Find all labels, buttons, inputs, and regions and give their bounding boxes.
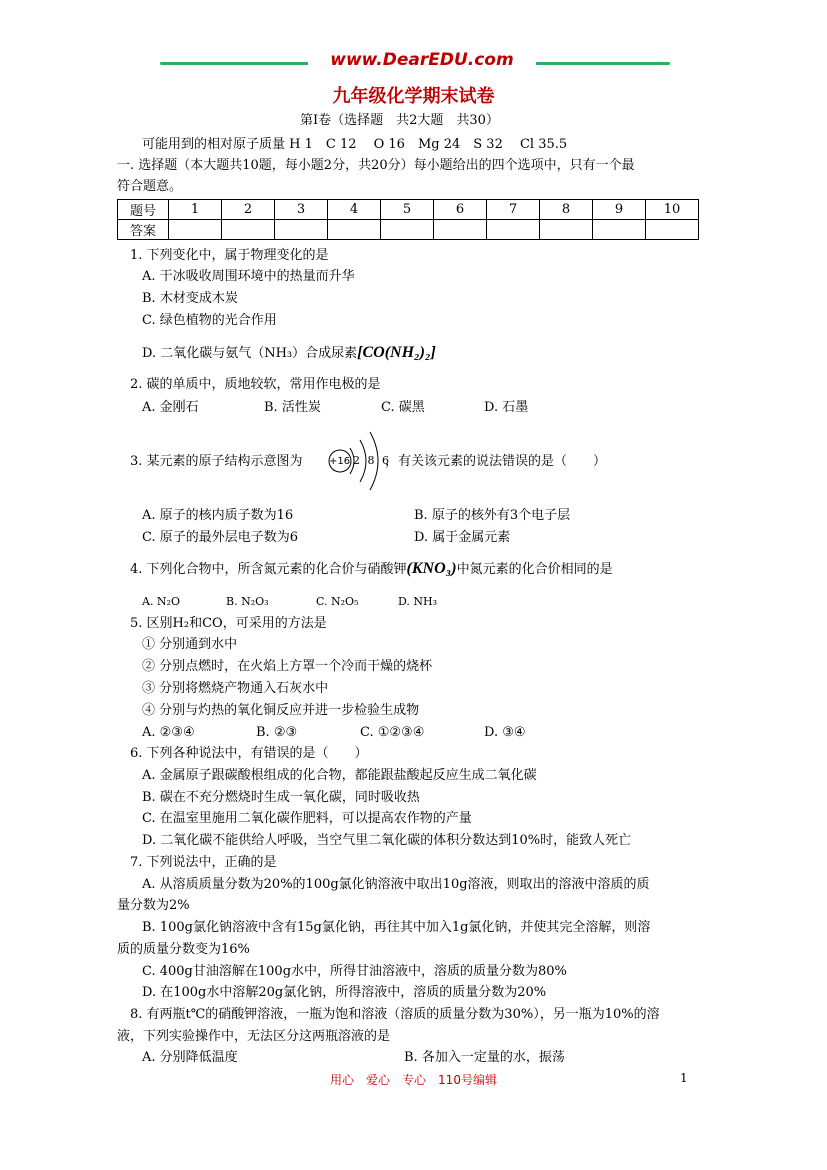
q7-option-b-line2: 质的质量分数变为16%	[117, 942, 250, 957]
answer-cell[interactable]	[169, 220, 222, 240]
answer-table-answer-row	[118, 220, 699, 240]
q4-option-a: A. N₂O	[142, 595, 180, 608]
q7-option-a-line2: 量分数为2%	[117, 898, 190, 913]
q8-stem-line1: 8. 有两瓶t℃的硝酸钾溶液，一瓶为饱和溶液（溶质的质量分数为30%），另一瓶为10%的溶	[130, 1007, 660, 1022]
q3-option-a: A. 原子的核内质子数为16	[142, 508, 294, 523]
answer-cell[interactable]	[540, 220, 593, 240]
table-col-number: 7	[487, 200, 540, 220]
q7-stem: 7. 下列说法中，正确的是	[130, 855, 277, 870]
table-col-number: 6	[434, 200, 487, 220]
page-footer: 用心 爱心 专心 110号编辑	[330, 1073, 497, 1087]
urea-formula: [CO(NH₂)₂]	[357, 344, 436, 361]
q5-option-c: C. ①②③④	[360, 725, 425, 740]
q4-stem	[130, 561, 613, 578]
atomic-masses: 可能用到的相对原子质量 H 1 C 12 O 16 Mg 24 S 32 Cl 35.5	[142, 137, 568, 152]
table-col-number: 9	[593, 200, 646, 220]
q2-option-a: A. 金刚石	[142, 400, 199, 415]
table-col-number: 2	[222, 200, 275, 220]
q7-option-c: C. 400g甘油溶解在100g水中，所得甘油溶液中，溶质的质量分数为80%	[142, 964, 567, 979]
answer-table-header-row	[118, 200, 699, 220]
q2-option-d: D. 石墨	[484, 400, 529, 415]
section1-instructions-line1: 一. 选择题（本大题共10题，每小题2分，共20分）每小题给出的四个选项中，只有一个最	[117, 158, 635, 173]
answer-cell[interactable]	[487, 220, 540, 240]
q6-stem: 6. 下列各种说法中，有错误的是（ ）	[130, 746, 368, 761]
q5-stem: 5. 区别H₂和CO，可采用的方法是	[130, 616, 327, 631]
kno3-formula: (KNO₃)	[406, 560, 457, 577]
q5-option-a: A. ②③④	[142, 725, 195, 740]
q1-stem: 1. 下列变化中，属于物理变化的是	[130, 248, 329, 263]
q2-option-c: C. 碳黑	[381, 400, 425, 415]
q2-stem: 2. 碳的单质中，质地较软，常用作电极的是	[130, 377, 381, 392]
answer-cell[interactable]	[434, 220, 487, 240]
q3-stem-before: 3. 某元素的原子结构示意图为	[130, 454, 303, 469]
q5-item-3: ③ 分别将燃烧产物通入石灰水中	[142, 681, 329, 696]
answer-cell[interactable]	[328, 220, 381, 240]
q4-stem-after: 中氮元素的化合价相同的是	[456, 562, 613, 577]
answer-cell[interactable]	[222, 220, 275, 240]
q8-option-b: B. 各加入一定量的水，振荡	[404, 1050, 565, 1065]
q4-stem-before: 4. 下列化合物中，所含氮元素的化合价与硝酸钾	[130, 562, 407, 577]
q3-option-c: C. 原子的最外层电子数为6	[142, 530, 299, 545]
electron-shells: 2 8 6	[353, 454, 391, 467]
q8-stem-line2: 液，下列实验操作中，无法区分这两瓶溶液的是	[117, 1029, 391, 1044]
table-answer-label: 答案	[118, 220, 169, 240]
q5-item-4: ④ 分别与灼热的氧化铜反应并进一步检验生成物	[142, 703, 420, 718]
q1-option-d-text: D. 二氧化碳与氨气（NH₃）合成尿素	[142, 346, 358, 361]
page-title: 九年级化学期末试卷	[332, 86, 495, 107]
q5-option-b: B. ②③	[256, 725, 298, 740]
table-col-number: 8	[540, 200, 593, 220]
answer-cell[interactable]	[381, 220, 434, 240]
answer-cell[interactable]	[593, 220, 646, 240]
answer-table	[117, 199, 699, 240]
page-number: 1	[680, 1071, 688, 1085]
q1-option-c: C. 绿色植物的光合作用	[142, 313, 277, 328]
nucleus-charge: +16	[329, 456, 351, 467]
q3-stem-after: ，有关该元素的说法错误的是（ ）	[385, 454, 607, 469]
q2-option-b: B. 活性炭	[264, 400, 321, 415]
q1-option-d	[142, 345, 436, 362]
watermark-right-swoosh	[520, 62, 670, 65]
watermark-banner	[160, 52, 670, 74]
q7-option-d: D. 在100g水中溶解20g氯化钠，所得溶液中，溶质的质量分数为20%	[142, 985, 547, 1000]
q5-item-1: ① 分别通到水中	[142, 637, 238, 652]
q6-option-b: B. 碳在不充分燃烧时生成一氧化碳，同时吸收热	[142, 790, 420, 805]
table-col-number: 4	[328, 200, 381, 220]
q8-option-a: A. 分别降低温度	[142, 1050, 238, 1065]
q7-option-b-line1: B. 100g氯化钠溶液中含有15g氯化钠，再往其中加入1g氯化钠，并使其完全溶解，则溶	[142, 920, 651, 935]
section1-instructions-line2: 符合题意。	[117, 179, 183, 194]
q7-option-a-line1: A. 从溶质质量分数为20%的100g氯化钠溶液中取出10g溶液，则取出的溶液中溶质的质	[142, 877, 650, 892]
table-header-label: 题号	[118, 200, 169, 220]
volume-heading: 第Ⅰ卷（选择题 共2大题 共30）	[300, 113, 499, 128]
q6-option-d: D. 二氧化碳不能供给人呼吸，当空气里二氧化碳的体积分数达到10%时，能致人死亡	[142, 833, 632, 848]
answer-cell[interactable]	[646, 220, 699, 240]
q4-option-b: B. N₂O₃	[226, 595, 269, 608]
q4-option-d: D. NH₃	[398, 595, 438, 608]
watermark-text: www.DearEDU.com	[308, 50, 536, 70]
answer-cell[interactable]	[275, 220, 328, 240]
table-col-number: 3	[275, 200, 328, 220]
q3-option-d: D. 属于金属元素	[414, 530, 511, 545]
q3-option-b: B. 原子的核外有3个电子层	[414, 508, 571, 523]
q6-option-c: C. 在温室里施用二氧化碳作肥料，可以提高农作物的产量	[142, 811, 472, 826]
q5-item-2: ② 分别点燃时，在火焰上方罩一个冷而干燥的烧杯	[142, 659, 433, 674]
table-col-number: 5	[381, 200, 434, 220]
q4-option-c: C. N₂O₅	[316, 595, 359, 608]
watermark-left-swoosh	[160, 62, 310, 65]
q6-option-a: A. 金属原子跟碳酸根组成的化合物，都能跟盐酸起反应生成二氧化碳	[142, 768, 537, 783]
q1-option-b: B. 木材变成木炭	[142, 291, 238, 306]
q5-option-d: D. ③④	[484, 725, 526, 740]
q1-option-a: A. 干冰吸收周围环境中的热量而升华	[142, 269, 355, 284]
table-col-number: 10	[646, 200, 699, 220]
table-col-number: 1	[169, 200, 222, 220]
